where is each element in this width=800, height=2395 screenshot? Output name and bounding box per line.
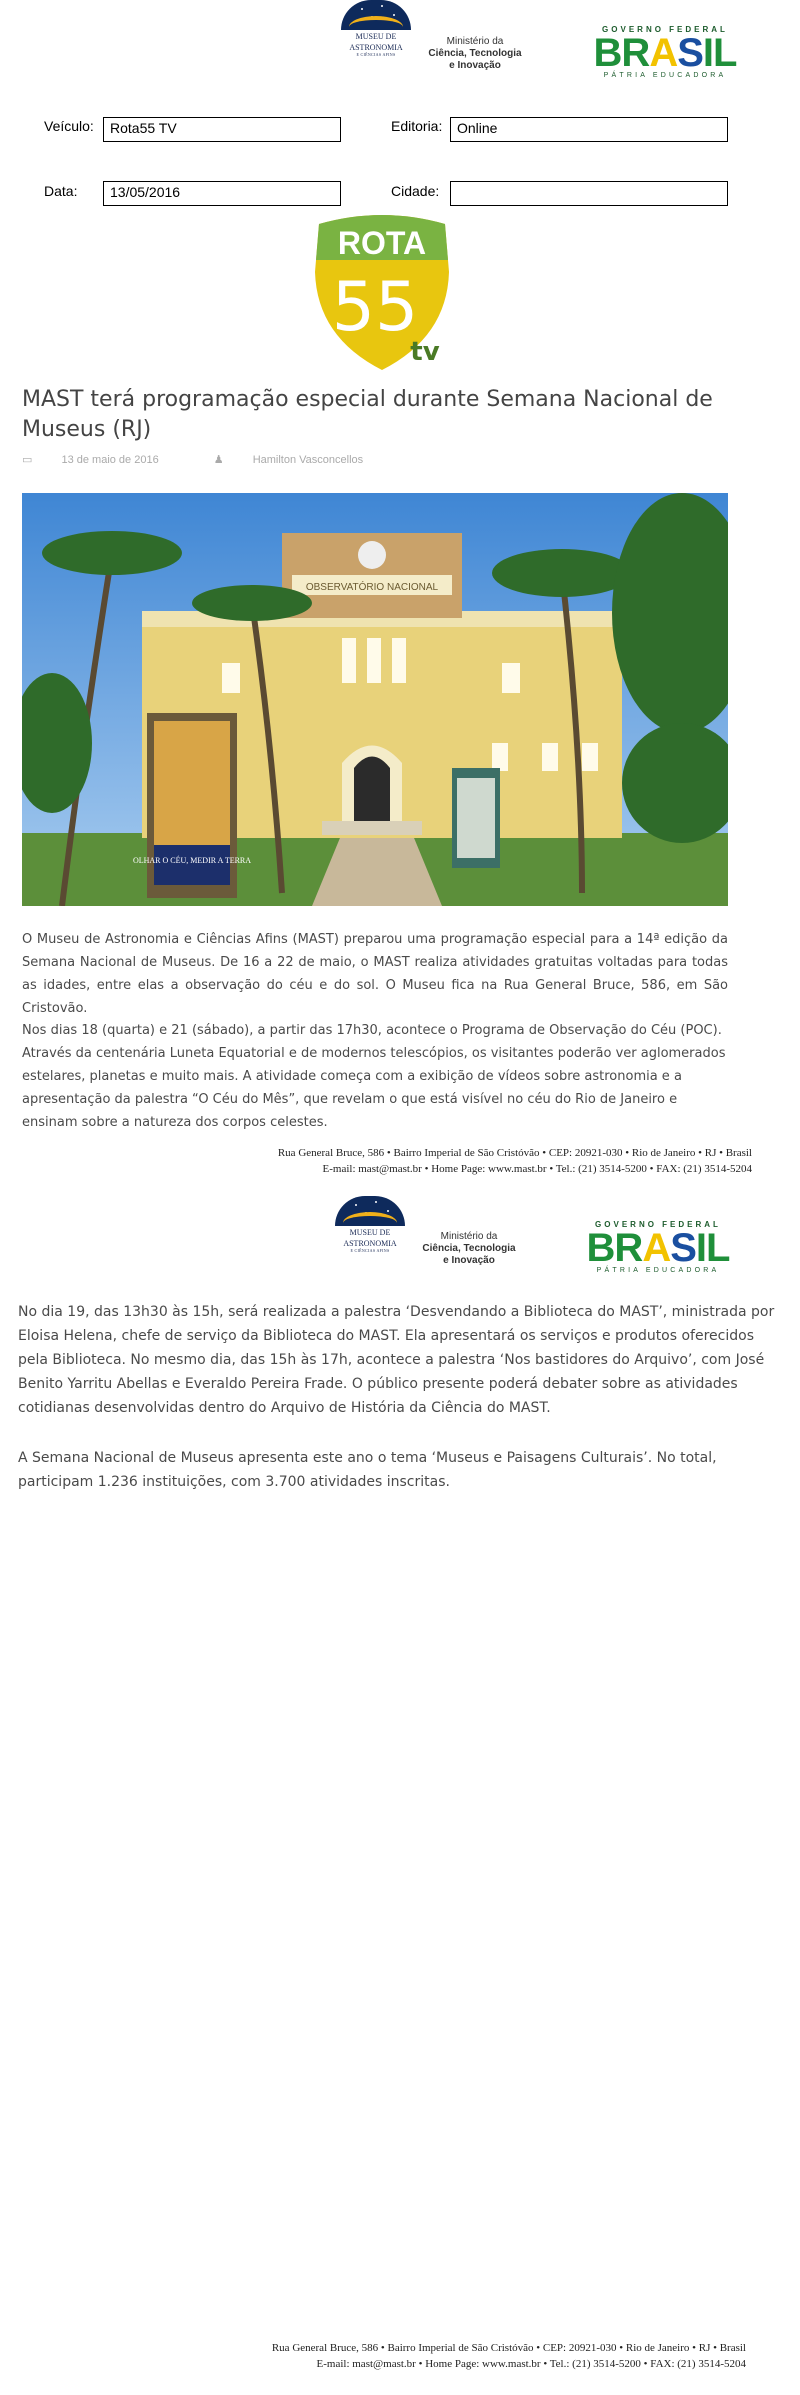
- observatory-dome-icon: [341, 0, 411, 30]
- footer-address: Rua General Bruce, 586 • Bairro Imperial de São Cristóvão • CEP: 20921-030 • Rio de Janeiro • RJ • Brasil: [271, 2342, 746, 2354]
- photo-sign-text: OLHAR O CÉU, MEDIR A TERRA: [132, 856, 252, 865]
- government-bottom-text: PÁTRIA EDUCADORA: [596, 1267, 720, 1274]
- rota55-shield-icon: [307, 212, 457, 372]
- brasil-wordmark: BRASIL: [593, 31, 737, 75]
- ministry-line3: e Inovação: [449, 60, 501, 71]
- government-bottom-text: PÁTRIA EDUCADORA: [603, 72, 727, 79]
- facade-text: OBSERVATÓRIO NACIONAL: [305, 582, 439, 593]
- mast-name-line2: ASTRONOMIA: [349, 43, 403, 52]
- calendar-icon: ▭: [22, 454, 36, 466]
- editoria-field[interactable]: Online: [450, 117, 728, 142]
- editoria-label: Editoria:: [391, 118, 443, 134]
- mast-name-line2: ASTRONOMIA: [343, 1239, 397, 1248]
- mast-name-line1: MUSEU DE: [355, 32, 397, 41]
- cidade-field[interactable]: [450, 181, 728, 206]
- page2-footer: [100, 2340, 746, 2372]
- article-paragraph-3: No dia 19, das 13h30 às 15h, será realizada a palestra ‘Desvendando a Biblioteca do MAST’, ministrada por Eloisa Helena, chefe de serviço da Biblioteca do MAST. Ela apresentará os serviços e produtos oferecidos pela Biblioteca. No mesmo dia, das 15h às 17h, acontece a palestra ‘Nos bastidores do Arquivo’, com José Benito Yarritu Abellas e Everaldo Pereira Frade. O público presente poderá debater sobre as atividades cotidianas desenvolvidas dentro do Arquivo de História da Ciência do MAST.: [18, 1304, 775, 1416]
- brasil-wordmark: BRASIL: [586, 1226, 730, 1270]
- data-label: Data:: [44, 183, 78, 199]
- article-date: 13 de maio de 2016: [61, 454, 159, 466]
- footer-contact: E-mail: mast@mast.br • Home Page: www.mast.br • Tel.: (21) 3514-5200 • FAX: (21) 3514-5204: [316, 2358, 746, 2370]
- mast-tagline: E CIÊNCIAS AFINS: [356, 52, 396, 57]
- user-icon: ♟: [213, 454, 227, 466]
- rota-text: ROTA: [337, 225, 427, 261]
- ministry-line1: Ministério da: [446, 36, 504, 47]
- footer-address: Rua General Bruce, 586 • Bairro Imperial de São Cristóvão • CEP: 20921-030 • Rio de Janeiro • RJ • Brasil: [277, 1147, 752, 1159]
- ministry-logo-page2: [419, 1231, 519, 1267]
- article-meta: [22, 453, 415, 466]
- veiculo-label: Veículo:: [44, 118, 94, 134]
- article-title: MAST terá programação especial durante Semana Nacional de Museus (RJ): [22, 387, 713, 442]
- ministry-line2: Ciência, Tecnologia: [428, 48, 522, 59]
- ministry-line3: e Inovação: [443, 1255, 495, 1266]
- data-field[interactable]: 13/05/2016: [103, 181, 341, 206]
- mast-name-line1: MUSEU DE: [349, 1228, 391, 1237]
- ministry-line1: Ministério da: [440, 1231, 498, 1242]
- mast-logo: [338, 0, 414, 57]
- mast-tagline: E CIÊNCIAS AFINS: [350, 1248, 390, 1253]
- veiculo-field[interactable]: Rota55 TV: [103, 117, 341, 142]
- government-logo: [577, 25, 753, 79]
- museum-building-image: [22, 493, 728, 906]
- government-logo-page2: [570, 1220, 746, 1274]
- footer-contact: E-mail: mast@mast.br • Home Page: www.mast.br • Tel.: (21) 3514-5200 • FAX: (21) 3514-5204: [322, 1163, 752, 1175]
- article-paragraph-1: O Museu de Astronomia e Ciências Afins (MAST) preparou uma programação especial para a 14ª edição da Semana Nacional de Museus. De 16 a 22 de maio, o MAST realiza atividades gratuitas voltadas para todas as idades, entre elas a observação do céu e do sol. O Museu fica na Rua General Bruce, 586, em São Cristovão.: [22, 932, 728, 1016]
- observatory-dome-icon: [335, 1196, 405, 1226]
- rota55-logo: [307, 212, 457, 377]
- rota-number: 55: [331, 268, 419, 347]
- cidade-label: Cidade:: [391, 183, 440, 199]
- article-paragraph-4: A Semana Nacional de Museus apresenta este ano o tema ‘Museus e Paisagens Culturais’. No total, participam 1.236 instituições, com 3.700 atividades inscritas.: [18, 1450, 717, 1490]
- government-top-text: GOVERNO FEDERAL: [595, 1220, 721, 1229]
- ministry-logo: [425, 36, 525, 72]
- rota-suffix: tv: [410, 337, 440, 367]
- article-author: Hamilton Vasconcellos: [252, 454, 364, 466]
- page1-footer: [100, 1145, 752, 1177]
- government-top-text: GOVERNO FEDERAL: [602, 25, 728, 34]
- ministry-line2: Ciência, Tecnologia: [422, 1243, 516, 1254]
- mast-logo-page2: [332, 1196, 408, 1253]
- article-photo: [22, 493, 728, 906]
- article-paragraph-2: Nos dias 18 (quarta) e 21 (sábado), a partir das 17h30, acontece o Programa de Observação do Céu (POC). Através da centenária Luneta Equatorial e de modernos telescópios, os visitantes poderão ver aglomerados estelares, planetas e muito mais. A atividade começa com a exibição de vídeos sobre astronomia e a apresentação da palestra “O Céu do Mês”, que revelam o que está visível no céu do Rio de Janeiro e ensinam sobre a natureza dos corpos celestes.: [22, 1023, 726, 1130]
